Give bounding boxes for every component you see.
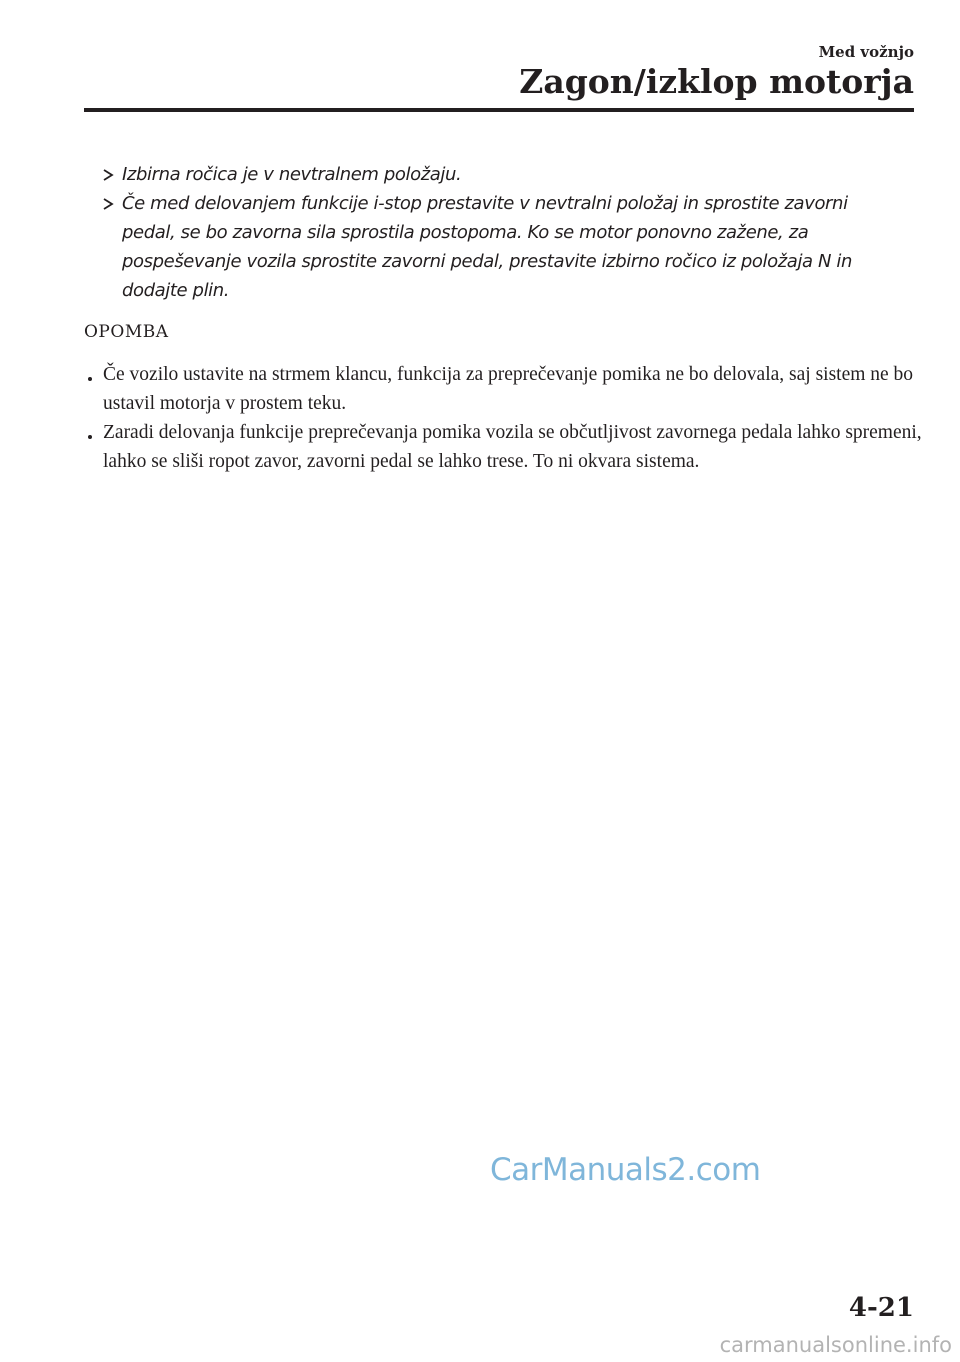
section-label: Med vožnjo [818,43,914,61]
condition-item [102,160,892,189]
watermark: CarManuals2.com [490,1152,761,1188]
condition-text: Izbirna ročica je v nevtralnem položaju. [122,164,462,185]
note-list [86,360,922,476]
note-text: Zaradi delovanja funkcije preprečevanja pomika vozila se občutljivost zavornega pedala lahko spremeni, lahko se sliši ropot zavor, zavorni pedal se lahko trese. To ni okvara sistema. [103,422,922,472]
note-heading: OPOMBA [84,322,169,342]
condition-text: Če med delovanjem funkcije i-stop prestavite v nevtralni položaj in sprostite zavorni pedal, se bo zavorna sila sprostila postopoma. Ko se motor ponovno zažene, za pospeševanje vozila sprostite zavorni pedal, prestavite izbirno ročico iz položaja N in dodajte plin. [122,193,852,301]
arrow-right-icon [102,198,114,210]
page-number: 4-21 [848,1293,914,1323]
page-title: Zagon/izklop motorja [519,62,914,101]
footer-watermark: carmanualsonline.info [719,1333,952,1357]
header-divider [84,108,914,112]
bullet-icon [88,377,92,381]
note-text: Če vozilo ustavite na strmem klancu, funkcija za preprečevanje pomika ne bo delovala, saj sistem ne bo ustavil motorja v prostem teku. [103,364,914,414]
condition-list [102,160,892,305]
bullet-icon [88,435,92,439]
condition-item [102,189,892,305]
note-item [86,360,922,418]
arrow-right-icon [102,169,114,181]
note-item [86,418,922,476]
